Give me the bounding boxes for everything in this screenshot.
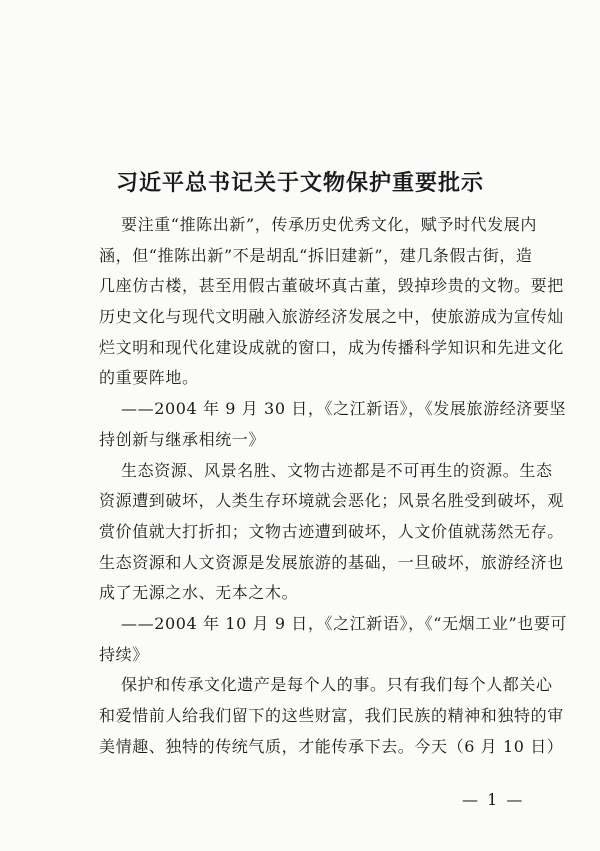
document-title: 习近平总书记关于文物保护重要批示 bbox=[115, 171, 484, 196]
paragraph-line: 涵，但“推陈出新”不是胡乱“拆旧建新”，建几条假古街，造 bbox=[99, 245, 533, 265]
paragraph-line: 保护和传承文化遗产是每个人的事。只有我们每个人都关心 bbox=[121, 675, 553, 695]
paragraph-line: 历史文化与现代文明融入旅游经济发展之中，使旅游成为宣传灿 bbox=[99, 307, 564, 327]
page-number: — 1 — bbox=[462, 790, 525, 809]
paragraph-line: 要注重“推陈出新”，传承历史优秀文化，赋予时代发展内 bbox=[121, 215, 537, 234]
citation-line: ——2004 年 10 月 9 日，《之江新语》，《“无烟工业”也要可 bbox=[121, 613, 568, 633]
paragraph-line: 资源遭到破坏，人类生存环境就会恶化；风景名胜受到破坏，观 bbox=[99, 491, 564, 511]
paragraph-line: 赏价值就大打折扣；文物古迹遭到破坏，人文价值就荡然无存。 bbox=[99, 521, 564, 541]
paragraph-line: 生态资源、风景名胜、文物古迹都是不可再生的资源。生态 bbox=[121, 460, 553, 480]
paragraph-line: 的重要阵地。 bbox=[99, 368, 199, 388]
paragraph-line: 烂文明和现代化建设成就的窗口，成为传播科学知识和先进文化 bbox=[99, 337, 564, 357]
citation-line: 持续》 bbox=[99, 644, 149, 664]
citation-line: 持创新与继承相统一》 bbox=[99, 429, 266, 449]
paragraph-line: 美情趣、独特的传统气质，才能传承下去。今天（6 月 10 日） bbox=[99, 736, 564, 756]
paragraph-line: 几座仿古楼，甚至用假古董破坏真古董，毁掉珍贵的文物。要把 bbox=[99, 276, 564, 296]
citation-line: ——2004 年 9 月 30 日，《之江新语》，《发展旅游经济要坚 bbox=[121, 399, 567, 419]
paragraph-line: 和爱惜前人给我们留下的这些财富，我们民族的精神和独特的审 bbox=[99, 706, 564, 725]
paragraph-line: 成了无源之水、无本之木。 bbox=[99, 583, 299, 603]
document-body bbox=[99, 210, 568, 762]
paragraph-line: 生态资源和人文资源是发展旅游的基础，一旦破坏，旅游经济也 bbox=[99, 552, 564, 572]
